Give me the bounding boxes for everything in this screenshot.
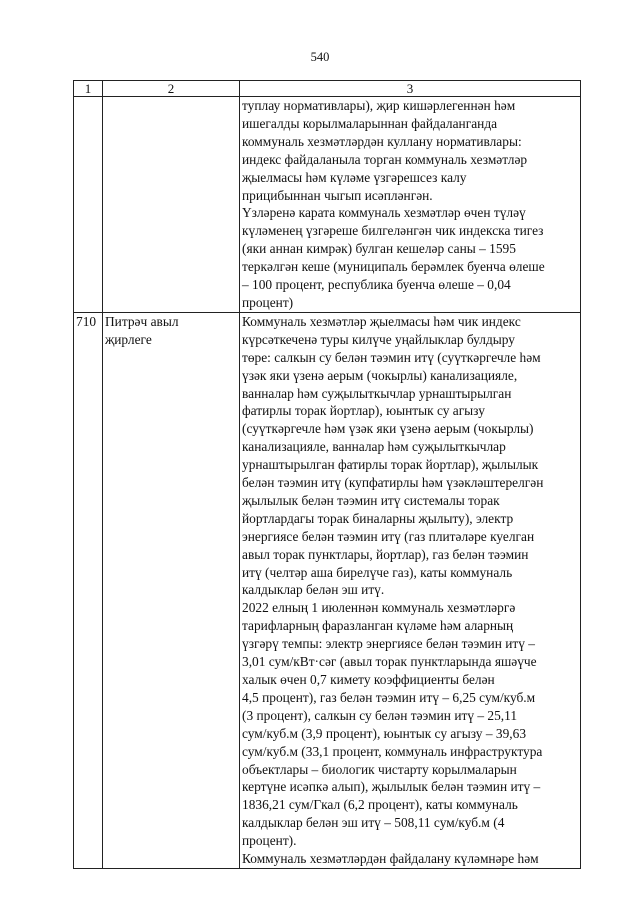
settlement-name-cell xyxy=(103,97,240,313)
row-number-cell xyxy=(74,97,103,313)
description-cell xyxy=(240,312,581,868)
column-header-3: 3 xyxy=(240,81,581,97)
description-paragraph: 2022 елның 1 июленнән коммуналь хезмәтләргә тарифларның фаразланган күләме һәм аларның үзгәрү темпы: электр энергиясе белән тәэмин итү – 3,01 сум/кВт·сәг (авыл торак пунктларында яшәүче халык өчен 0,7 кимету коэффициенты белән 4,5 процент), газ белән тәэмин итү – 6,25 сум/куб.м (3 процент), салкын су белән тәэмин итү – 25,11 сум/куб.м (3,9 процент), юынтык су агызу – 39,63 сум/куб.м (33,1 процент, коммуналь инфраструктура объектлары – биологик чистарту корылмаларын кертүне исәпкә алып), җылылык белән тәэмин итү – 1836,21 сум/Гкал (6,2 процент), каты коммуналь калдыклар белән эш итү – 508,11 сум/куб.м (4 процент). xyxy=(242,600,543,849)
table-row xyxy=(74,97,581,313)
description-paragraph: туплау нормативлары), җир кишәрлегеннән һәм ишегалды корылмаларыннан файдаланганда коммуналь хезмәтләрдән куллану нормативлары: индекс файдаланыла торган коммуналь хезмәтләр җыелмасы һәм күләме үзгәрешсез калу прицибыннан чыгып исәпләнгән. xyxy=(242,98,528,203)
table-header-row xyxy=(74,81,581,97)
row-number-cell: 710 xyxy=(74,312,103,868)
description-paragraph: Үзләренә карата коммуналь хезмәтләр өчен түләү күләменең үзгәреше билгеләнгән чик индекска тигез (яки аннан кимрәк) булган кешеләр саны – 1595 теркәлгән кеше (муниципаль берәмлек буенча өлеше – 100 процент, республика буенча өлеше – 0,04 процент) xyxy=(242,205,545,310)
table-row xyxy=(74,312,581,868)
tariff-table xyxy=(73,80,581,869)
description-paragraph: Коммуналь хезмәтләр җыелмасы һәм чик индекс күрсәткеченә туры килүче уңайлыклар булдыру төре: салкын су белән тәэмин итү (суүткәргечле һәм үзәк яки үзенә аерым (чокырлы) канализацияле, ванналар һәм суҗылыткычлар урнаштырылган фатирлы торак йортлар), юынтык су агызу (суүткәргечле һәм үзәк яки үзенә аерым (чокырлы) канализацияле, ванналар һәм суҗылыткычлар урнаштырылган фатирлы торак йортлар), җылылык белән тәэмин итү (купфатирлы һәм үзәкләштерелгән җылылык белән тәэмин итү системалы торак йортлардагы торак биналарны җылыту), электр энергиясе белән тәэмин итү (газ плитәләре куелган авыл торак пунктлары, йортлар), газ белән тәэмин итү (челтәр аша бирелүче газ), каты коммуналь калдыклар белән эш итү. xyxy=(242,313,544,598)
description-paragraph: Коммуналь хезмәтләрдән файдалану күләмнәре һәм xyxy=(242,851,539,867)
column-header-2: 2 xyxy=(103,81,240,97)
page-number: 540 xyxy=(310,50,330,64)
settlement-name-cell: Питрәч авыл җирлеге xyxy=(103,312,240,868)
description-cell xyxy=(240,97,581,313)
column-header-1: 1 xyxy=(74,81,103,97)
